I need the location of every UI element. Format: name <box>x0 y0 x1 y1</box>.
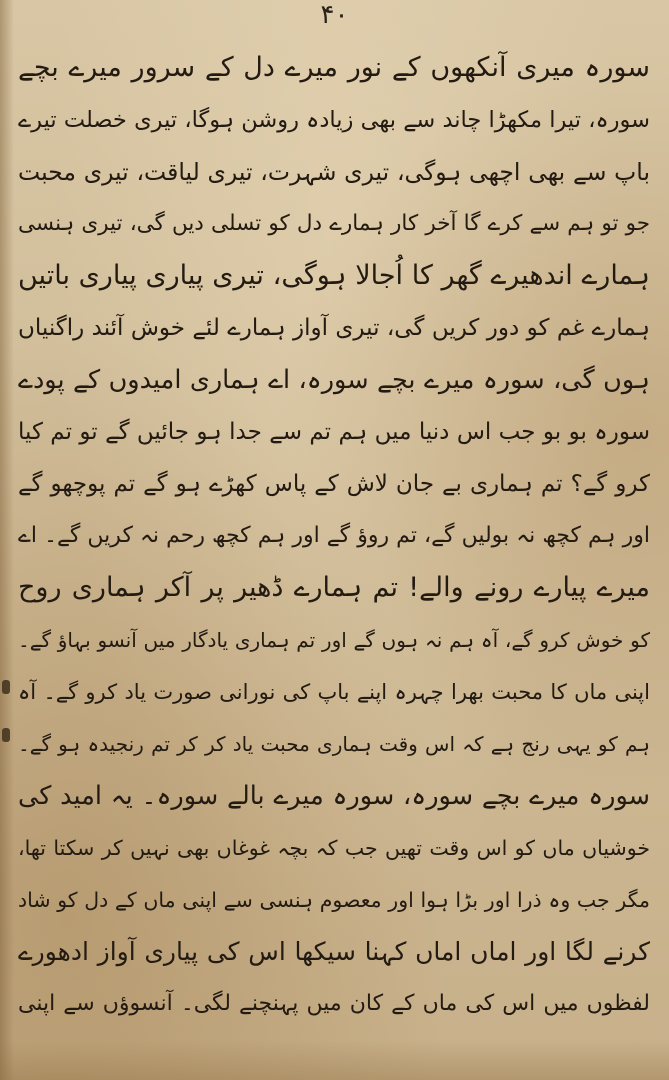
text-line: اپنی ماں کا محبت بھرا چہرہ اپنے باپ کی نورانی صورت یاد کرو گے۔ آہ <box>18 680 650 704</box>
page-binding-shadow <box>0 0 14 1080</box>
text-line: سورہ میرے بچے سورہ، سورہ میرے بالے سورہ۔ یہ امید کی <box>18 781 650 811</box>
text-line: ہم کو یہی رنج ہے کہ اس وقت ہماری محبت یاد کر کر تم رنجیدہ ہو گے۔ <box>18 732 650 756</box>
text-line: ہمارے غم کو دور کریں گی، تیری آواز ہمارے لئے خوش آئند راگنیاں <box>18 315 650 341</box>
page-number: ۴۰ <box>320 0 349 30</box>
text-line: خوشیاں ماں کو اس وقت تھیں جب کہ بچہ غوغاں بھی نہیں کر سکتا تھا، <box>18 836 650 860</box>
text-line: سورہ، تیرا مکھڑا چاند سے بھی زیادہ روشن ہوگا، تیری خصلت تیرے <box>18 107 650 133</box>
text-line: سورہ بو بو جب اس دنیا میں ہم تم سے جدا ہو جائیں گے تو تم کیا <box>18 419 650 445</box>
text-line: ہوں گی، سورہ میرے بچے سورہ، اے ہماری امیدوں کے پودے <box>18 365 650 395</box>
text-line: باپ سے بھی اچھی ہوگی، تیری شہرت، تیری لیاقت، تیری محبت <box>18 158 650 186</box>
ink-smudge <box>2 728 10 742</box>
text-line: لفظوں میں اس کی ماں کے کان میں پہنچنے لگی۔ آنسوؤں سے اپنی <box>18 991 650 1016</box>
text-line: اور ہم کچھ نہ بولیں گے، تم روؤ گے اور ہم کچھ رحم نہ کریں گے۔ اے <box>18 523 650 548</box>
text-line: مگر جب وہ ذرا اور بڑا ہوا اور معصوم ہنسی سے اپنی ماں کے دل کو شاد <box>18 888 650 912</box>
text-line: میرے پیارے رونے والے! تم ہمارے ڈھیر پر آکر ہماری روح <box>18 572 650 603</box>
text-line: جو تو ہم سے کرے گا آخر کار ہمارے دل کو تسلی دیں گی، تیری ہنسی <box>18 211 650 236</box>
text-line: کرنے لگا اور اماں اماں کہنا سیکھا اس کی پیاری آواز ادھورے <box>18 937 650 966</box>
text-line: کرو گے؟ تم ہماری بے جان لاش کے پاس کھڑے ہو گے تم پوچھو گے <box>18 471 650 497</box>
text-line: ہمارے اندھیرے گھر کا اُجالا ہوگی، تیری پیاری پیاری باتیں <box>18 260 650 291</box>
text-line: سورہ میری آنکھوں کے نور میرے دل کے سرور میرے بچے <box>18 52 650 83</box>
body-text <box>18 42 650 1030</box>
ink-smudge <box>2 680 10 694</box>
text-line: کو خوش کرو گے، آہ ہم نہ ہوں گے اور تم ہماری یادگار میں آنسو بہاؤ گے۔ <box>18 628 650 652</box>
page-bottom-stain <box>0 1040 669 1080</box>
